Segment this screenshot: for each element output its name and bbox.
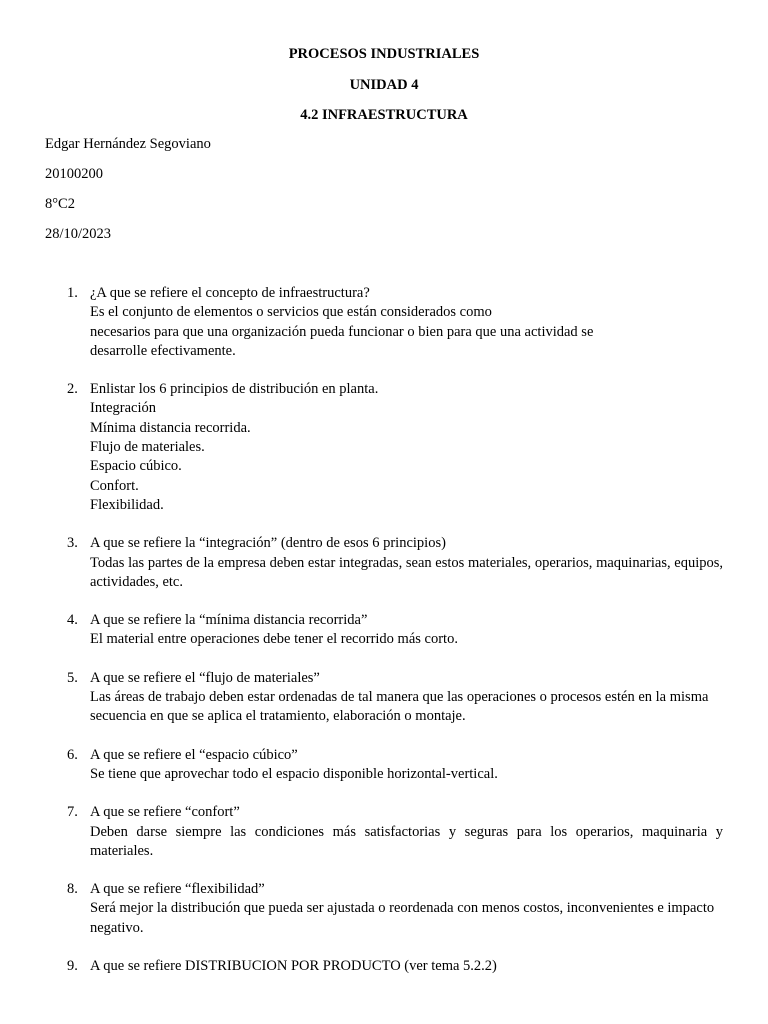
question-item [0,534,768,592]
principle-item: Mínima distancia recorrida. [90,419,251,436]
answer-line: necesarios para que una organización pueda funcionar o bien para que una actividad se [90,323,594,340]
answer-text: Deben darse siempre las condiciones más satisfactorias y seguras para los operarios, maquinaria y materiales. [90,823,723,859]
principle-item: Integración [90,400,157,417]
question-number: 7. [67,804,78,821]
question-number: 2. [67,381,78,398]
student-group: 8°C2 [45,196,75,212]
question-text: A que se refiere el “espacio cúbico” [90,746,298,763]
question-item [0,380,768,515]
topic-title: 4.2 INFRAESTRUCTURA [300,107,468,123]
question-number: 6. [67,746,78,763]
question-text: A que se refiere “confort” [90,804,240,821]
question-item [0,880,768,938]
question-text: A que se refiere la “mínima distancia recorrida” [90,612,368,629]
question-number: 3. [67,535,78,552]
answer-text: Se tiene que aprovechar todo el espacio disponible horizontal-vertical. [90,765,498,782]
student-name: Edgar Hernández Segoviano [45,136,211,152]
principle-item: Espacio cúbico. [90,458,182,475]
answer-text: Las áreas de trabajo deben estar ordenadas de tal manera que las operaciones o procesos estén en la misma secuencia en que se aplica el tratamiento, elaboración o montaje. [90,689,709,725]
student-id: 20100200 [45,166,103,182]
principle-item: Confort. [90,477,139,494]
answer-text: Será mejor la distribución que pueda ser ajustada o reordenada con menos costos, inconvenientes e impacto negativo. [90,900,715,936]
question-number: 9. [67,958,78,975]
question-text: A que se refiere DISTRIBUCION POR PRODUCTO (ver tema 5.2.2) [90,958,497,975]
question-list [0,284,768,976]
question-text: Enlistar los 6 principios de distribución en planta. [90,381,379,398]
question-item [0,803,768,861]
answer-text: Todas las partes de la empresa deben estar integradas, sean estos materiales, operarios, maquinarias, equipos, actividades, etc. [90,554,723,590]
question-item [0,746,768,785]
principle-item: Flujo de materiales. [90,439,205,456]
question-item [0,669,768,727]
answer-text: El material entre operaciones debe tener el recorrido más corto. [90,631,458,648]
question-text: A que se refiere “flexibilidad” [90,881,265,898]
course-title: PROCESOS INDUSTRIALES [288,46,480,62]
answer-line: desarrolle efectivamente. [90,342,236,359]
question-number: 1. [67,285,78,301]
document-date: 28/10/2023 [45,226,112,242]
question-text: ¿A que se refiere el concepto de infraestructura? [90,285,370,301]
answer-line: Es el conjunto de elementos o servicios que están considerados como [90,304,492,321]
question-number: 4. [67,612,78,629]
question-number: 8. [67,881,78,898]
question-text: A que se refiere la “integración” (dentro de esos 6 principios) [90,535,446,552]
question-number: 5. [67,669,78,686]
principle-item: Flexibilidad. [90,496,164,513]
question-item [0,957,768,976]
question-text: A que se refiere el “flujo de materiales” [90,669,320,686]
question-item [0,284,768,361]
unit-title: UNIDAD 4 [349,77,419,93]
question-item [0,611,768,650]
